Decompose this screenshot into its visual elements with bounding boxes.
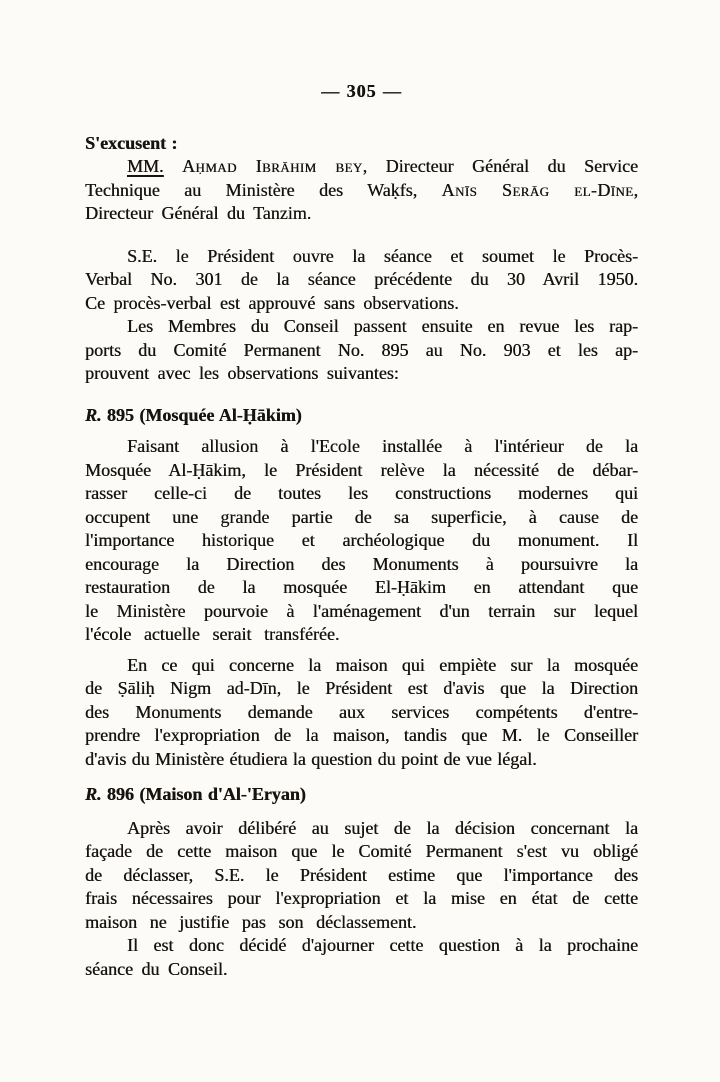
text-line: Directeur Général du Tanzim. [85, 203, 312, 223]
paragraph-adjournment-decision [85, 934, 638, 981]
paragraph-reports-review [85, 315, 638, 386]
heading-report-896 [85, 783, 638, 807]
honorific: MM. [127, 156, 164, 176]
text-segment: 895 (Mosquée Al-Ḥākim) [101, 404, 302, 425]
text-line: séance du Conseil. [85, 958, 228, 979]
text-line: Après avoir délibéré au sujet de la décision concernant la [127, 817, 638, 838]
text-segment: , [633, 179, 638, 200]
rubric-letter: R. [85, 784, 102, 804]
paragraph-session-opening [85, 245, 638, 316]
paragraph-report-896 [85, 817, 638, 935]
text-line: Mosquée Al-Ḥākim, le Président relève la nécessité de débar- [85, 459, 638, 480]
text-line: l'école actuelle serait transférée. [85, 624, 340, 644]
text-line: restauration de la mosquée El-Ḥākim en attendant que [85, 577, 638, 597]
text-segment [164, 156, 183, 176]
text-line [85, 155, 638, 179]
page-number: — 305 — [321, 81, 402, 101]
text-line: Il est donc décidé d'ajourner cette question à la prochaine [127, 935, 638, 955]
rubric-letter: R. [85, 404, 102, 425]
text-line: occupent une grande partie de sa superficie, à cause de [85, 506, 638, 527]
text-line [85, 783, 638, 807]
paragraph-mosque-salih [85, 654, 638, 772]
text-line [85, 404, 638, 428]
text-line: maison ne justifie pas son déclassement. [85, 911, 417, 932]
text-line: Verbal No. 301 de la séance précédente du 30 Avril 1950. [85, 269, 638, 289]
person-name: Anīs Serāg el-Dīne [441, 179, 634, 200]
paragraph-report-895 [85, 435, 638, 647]
person-name: Aḥmad Ibrāhim bey [182, 156, 363, 176]
text-line: d'avis du Ministère étudiera la question du point de vue légal. [85, 748, 537, 769]
text-line: frais nécessaires pour l'expropriation et la mise en état de cette [85, 888, 638, 908]
text-line: l'importance historique et archéologique du monument. Il [85, 530, 638, 550]
text-line: le Ministère pourvoie à l'aménagement d'un terrain sur lequel [85, 600, 638, 621]
text-line: prendre l'expropriation de la maison, tandis que M. le Conseiller [85, 725, 638, 745]
text-line: Faisant allusion à l'Ecole installée à l'intérieur de la [127, 436, 638, 456]
text-line [85, 179, 638, 203]
text-segment: , Directeur Général du Service [362, 156, 638, 176]
heading-report-895 [85, 404, 638, 428]
text-line: rasser celle-ci de toutes les constructions modernes qui [85, 483, 638, 503]
text-line: prouvent avec les observations suivantes: [85, 363, 399, 383]
text-line: Les Membres du Conseil passent ensuite en revue les rap- [127, 316, 638, 336]
text-line: ports du Comité Permanent No. 895 au No. 903 et les ap- [85, 339, 638, 360]
text-segment: Technique au Ministère des Waḳfs, [85, 179, 442, 200]
text-line: de Ṣāliḥ Nigm ad-Dīn, le Président est d'avis que la Direction [85, 678, 638, 698]
text-line: façade de cette maison que le Comité Permanent s'est vu obligé [85, 841, 638, 861]
excused-label: S'excusent : [85, 132, 178, 153]
paragraph-excused-attendees [85, 155, 638, 226]
text-line: Ce procès-verbal est approuvé sans observations. [85, 292, 459, 313]
text-line: des Monuments demande aux services compétents d'entre- [85, 701, 638, 722]
text-line: En ce qui concerne la maison qui empiète sur la mosquée [127, 654, 638, 675]
text-line: S.E. le Président ouvre la séance et soumet le Procès- [127, 245, 638, 266]
text-line: encourage la Direction des Monuments à poursuivre la [85, 553, 638, 574]
text-line: de déclasser, S.E. le Président estime que l'importance des [85, 864, 638, 885]
text-segment: 896 (Maison d'Al-'Eryan) [101, 784, 306, 804]
